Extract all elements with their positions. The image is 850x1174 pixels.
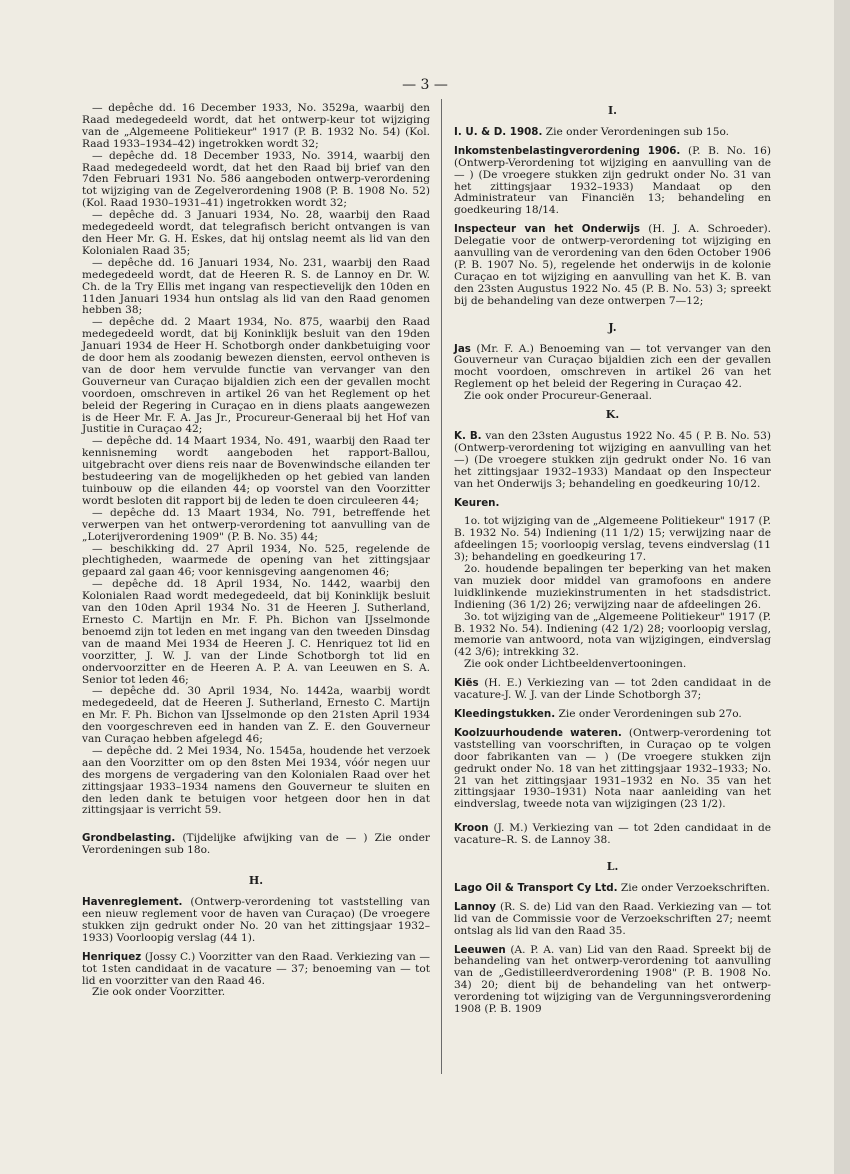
entry-text: (Ontwerp-verordening tot vaststelling van voorschriften, in Curaçao op te volgen door fabrikanten van — ) (De vroegere stukken zijn gedrukt onder No. 18 van het zittingsjaar 1932–1933; No. 21 van het zittingsjaar 1931–1932 en No. 35 van het zittingsjaar 1930–1931) Nota naar aanleiding van het eindverslag, tweede nota van wijzigingen (23 1/2). — [454, 726, 771, 811]
entry-head: Lago Oil & Transport Cy Ltd. — [454, 881, 618, 894]
entry-kies — [454, 678, 771, 702]
entry-jas — [454, 344, 771, 404]
keuren-heading: Keuren. — [454, 497, 500, 510]
section-letter-l: L. — [606, 860, 619, 874]
paragraph: — depêche dd. 2 Mei 1934, No. 1545a, houdende het verzoek aan den Voorzitter om op den 8sten Mei 1934, vóór negen uur des morgens de vergadering van den Kolonialen Raad over het zittingsjaar 1933–1934 namens den Gouverneur te sluiten en den leden dank te betuigen voor hetgeen door hen in dat zittingsjaar is verricht 59. — [82, 744, 430, 817]
entry-text: (Jossy C.) Voorzitter van den Raad. Verkiezing van — tot 1sten candidaat in de vacature — 37; benoeming van — tot lid en voorzitter van den Raad 46. — [82, 950, 430, 987]
entry-text: Zie onder Verordeningen sub 27o. — [558, 707, 742, 720]
entry-crossref: Zie ook onder Procureur-Generaal. — [464, 390, 653, 403]
entry-crossref: Zie ook onder Voorzitter. — [92, 986, 226, 999]
entry-text: (H. J. A. Schroeder). Delegatie voor de ontwerp-verordening tot wijziging en aanvulling van de verordening van den 6den October 1906 (P. B. 1907 No. 5), regelende het onderwijs in de kolonie Curaçao en tot wijziging en aanvulling van het K. B. van den 23sten Augustus 1922 No. 45 (P. B. No. 53) 3; spreekt bij de behandeling van deze ontwerpen 7—12; — [454, 223, 771, 307]
entry-head: Koolzuurhoudende wateren. — [454, 726, 622, 739]
keuren-item: 1o. tot wijziging van de „Algemeene Politiekeur" 1917 (P. B. 1932 No. 54) Indiening (11 1/2) 15; verwijzing naar de afdeelingen 15; voorloopig verslag, tevens eindverslag (11 3); behandeling en goedkeuring 17. — [454, 515, 771, 564]
entry-head: Henriquez — [82, 950, 142, 963]
paragraph: — depêche dd. 13 Maart 1934, No. 791, betreffende het verwerpen van het ontwerp-verordening tot aanvulling van de „Loterijverordening 1909" (P. B. No. 35) 44; — [82, 506, 430, 543]
entry-head: Leeuwen — [454, 943, 506, 956]
entry-head: Havenreglement. — [82, 896, 183, 909]
entry-text: (A. P. A. van) Lid van den Raad. Spreekt bij de behandeling van het ontwerp-verordening tot aanvulling van de „Gedistilleerdverordening 1908" (P. B. 1908 No. 34) 20; dient bij de behandeling van het ontwerp-verordening tot wijziging van de Vergunningsverordening 1908 (P. B. 1909 — [454, 943, 771, 1016]
entry-kleedingstukken — [454, 709, 771, 721]
entry-henriquez — [82, 952, 430, 1000]
entry-text: (J. M.) Verkiezing van — tot 2den candidaat in de vacature–R. S. de Lannoy 38. — [454, 822, 771, 847]
column-divider — [441, 99, 442, 1074]
section-letter-k: K. — [605, 408, 620, 422]
keuren-crossref: Zie ook onder Lichtbeeldenvertooningen. — [464, 658, 687, 671]
left-column — [82, 103, 430, 999]
entry-head: Kleedingstukken. — [454, 707, 556, 720]
entry-head: Kroon — [454, 822, 489, 835]
paragraph: — depêche dd. 14 Maart 1934, No. 491, waarbij den Raad ter kennisneming wordt aangeboden het rapport-Ballou, uitgebracht over diens reis naar de Bovenwindsche eilanden ter bestudeering van de mogelijkheden op het gebied van landen tuinbouw op die eilanden 44; op voorstel van den Voorzitter wordt besloten dit rapport bij de leden te doen circuleeren 44; — [82, 435, 430, 507]
entry-head: Inspecteur van het Onderwijs — [454, 223, 640, 236]
entry-kroon — [454, 823, 771, 847]
paragraph: — depêche dd. 30 April 1934, No. 1442a, waarbij wordt medegedeeld, dat de Heeren J. Sutherland, Ernesto C. Martijn en Mr. F. Ph. Bichon van IJsselmonde op den 21sten April 1934 den voorgeschreven eed in handen van Z. E. den Gouverneur van Curaçao hebben afgelegd 46; — [82, 685, 430, 746]
entry-text: van den 23sten Augustus 1922 No. 45 ( P. B. No. 53) (Ontwerp-verordening tot wijziging en aanvulling van het —) (De vroegere stukken zijn gedrukt onder No. 16 van het zittingsjaar 1932–1933) Mandaat op den Inspecteur van het Onderwijs 3; behandeling en goedkeuring 10/12. — [454, 429, 771, 490]
entry-iud — [454, 127, 771, 139]
keuren-item: 2o. houdende bepalingen ter beperking van het maken van muziek door middel van gramofoons en andere luidklinkende muziekinstrumenten in het stadsdistrict. Indiening (36 1/2) 26; verwijzing naar de afdeelingen 26. — [454, 563, 771, 611]
entry-text: Zie onder Verzoekschriften. — [620, 881, 770, 894]
entry-head: K. B. — [454, 429, 482, 442]
entry-koolzuurhoudende — [454, 728, 771, 811]
page-edge — [834, 0, 850, 1174]
paragraph: — depêche dd. 18 December 1933, No. 3914, waarbij den Raad medegedeeld wordt, dat het den Raad bij brief van den 7den Februari 1931 No. 586 aangeboden ontwerp-verordening tot wijziging van de Zegelverordening 1908 (P. B. 1908 No. 52) (Kol. Raad 1930–1931–41) ingetrokken wordt 32; — [82, 149, 430, 210]
entry-text: Zie onder Verordeningen sub 15o. — [545, 125, 730, 138]
paragraph: — beschikking dd. 27 April 1934, No. 525, regelende de plechtigheden, waarmede de opening van het zittingsjaar gepaard zal gaan 46; voor kennisgeving aangenomen 46; — [82, 542, 430, 579]
paragraph: — depêche dd. 2 Maart 1934, No. 875, waarbij den Raad medegedeeld wordt, dat bij Koninklijk besluit van den 19den Januari 1934 de Heer H. Schotborgh onder dankbetuiging voor de door hem als zoodanig bewezen diensten, eervol ontheven is van de door hem vervulde functie van vervanger van den Gouverneur van Curaçao bijaldien zich een der gevallen mocht voordoen, omschreven in artikel 26 van het Reglement op het beleid der Regering in Curaçao en in diens plaats aangewezen is de Heer Mr. F. A. Jas Jr., Procureur-Generaal bij het Hof van Justitie in Curaçao 42; — [82, 316, 430, 436]
entry-text: (P. B. No. 16) (Ontwerp-Verordening tot wijziging en aanvulling van de — ) (De vroegere stukken zijn gedrukt onder No. 31 van het zittingsjaar 1932–1933) Mandaat op den Administrateur van Financiën 13; behandeling en goedkeuring 18/14. — [454, 144, 771, 217]
entry-inspecteur — [454, 224, 771, 307]
entry-havenreglement — [82, 897, 430, 945]
page-number: — 3 — — [402, 77, 448, 93]
paragraph: — depêche dd. 16 December 1933, No. 3529a, waarbij den Raad medegedeeld wordt, dat het ontwerp-keur tot wijziging van de „Algemeene Politiekeur" 1917 (P. B. 1932 No. 54) (Kol. Raad 1933–1934–42) ingetrokken wordt 32; — [82, 102, 430, 150]
entry-text: (Tijdelijke afwijking van de — ) Zie onder Verordeningen sub 18o. — [82, 832, 430, 857]
paragraph: — depêche dd. 18 April 1934, No. 1442, waarbij den Kolonialen Raad wordt medegedeeld, dat bij Koninklijk besluit van den 10den April 1934 No. 31 de Heeren J. Sutherland, Ernesto C. Martijn en Mr. F. Ph. Bichon van IJsselmonde benoemd zijn tot leden en met ingang van den tweeden Dinsdag van de maand Mei 1934 de Heeren J. C. Henriquez tot lid en voorzitter, J. W. J. van der Linde Schotborgh tot lid en ondervoorzitter en de Heeren A. P. A. van Leeuwen en S. A. Senior tot leden 46; — [82, 578, 430, 686]
entry-head: Kiës — [454, 677, 479, 690]
entry-head: Inkomstenbelastingverordening 1906. — [454, 144, 681, 157]
right-column — [454, 103, 771, 1016]
entry-grondbelasting — [82, 833, 430, 857]
entry-head: Jas — [454, 342, 471, 355]
entry-text: (Mr. F. A.) Benoeming van — tot vervanger van den Gouverneur van Curaçao bijaldien zich een der gevallen mocht voordoen, omschreven in artikel 26 van het Reglement op het beleid der Regering in Curaçao 42. — [454, 342, 772, 391]
entry-text: (R. S. de) Lid van den Raad. Verkiezing van — tot lid van de Commissie voor de Verzoekschriften 27; neemt ontslag als lid van den Raad 35. — [454, 900, 771, 937]
entry-kb — [454, 431, 771, 491]
section-letter-h: H. — [248, 874, 264, 888]
paragraph: — depêche dd. 3 Januari 1934, No. 28, waarbij den Raad medegedeeld wordt, dat telegrafisch bericht ontvangen is van den Heer Mr. G. H. Eskes, dat hij ontslag neemt als lid van den Kolonialen Raad 35; — [82, 209, 430, 257]
entry-head: Lannoy — [454, 900, 496, 913]
entry-text: (H. E.) Verkiezing van — tot 2den candidaat in de vacature-J. W. J. van der Linde Schotborgh 37; — [454, 677, 771, 702]
entry-lannoy — [454, 902, 771, 938]
section-letter-j: J. — [608, 320, 617, 334]
paragraph: — depêche dd. 16 Januari 1934, No. 231, waarbij den Raad medegedeeld wordt, dat de Heeren R. S. de Lannoy en Dr. W. Ch. de la Try Ellis met ingang van respectievelijk den 10den en 11den Januari 1934 hun ontslag als lid van den Raad genomen hebben 38; — [82, 256, 430, 317]
entry-inkomstenbelasting — [454, 146, 771, 217]
entry-leeuwen — [454, 945, 771, 1016]
section-letter-i: I. — [608, 104, 617, 117]
entry-head: Grondbelasting. — [82, 832, 176, 845]
entry-head: I. U. & D. 1908. — [454, 125, 543, 138]
entry-lago — [454, 883, 771, 895]
entry-text: (Ontwerp-verordening tot vaststelling van een nieuw reglement voor de haven van Curaçao) (De vroegere stukken zijn gedrukt onder No. 20 van het zittingsjaar 1932–1933) Voorloopig verslag (44 1). — [82, 896, 430, 944]
keuren-item: 3o. tot wijziging van de „Algemeene Politiekeur" 1917 (P. B. 1932 No. 54). Indiening (42 1/2) 28; voorloopig verslag, memorie van antwoord, nota van wijzigingen, eindverslag (42 3/6); intrekking 32. — [454, 610, 771, 659]
